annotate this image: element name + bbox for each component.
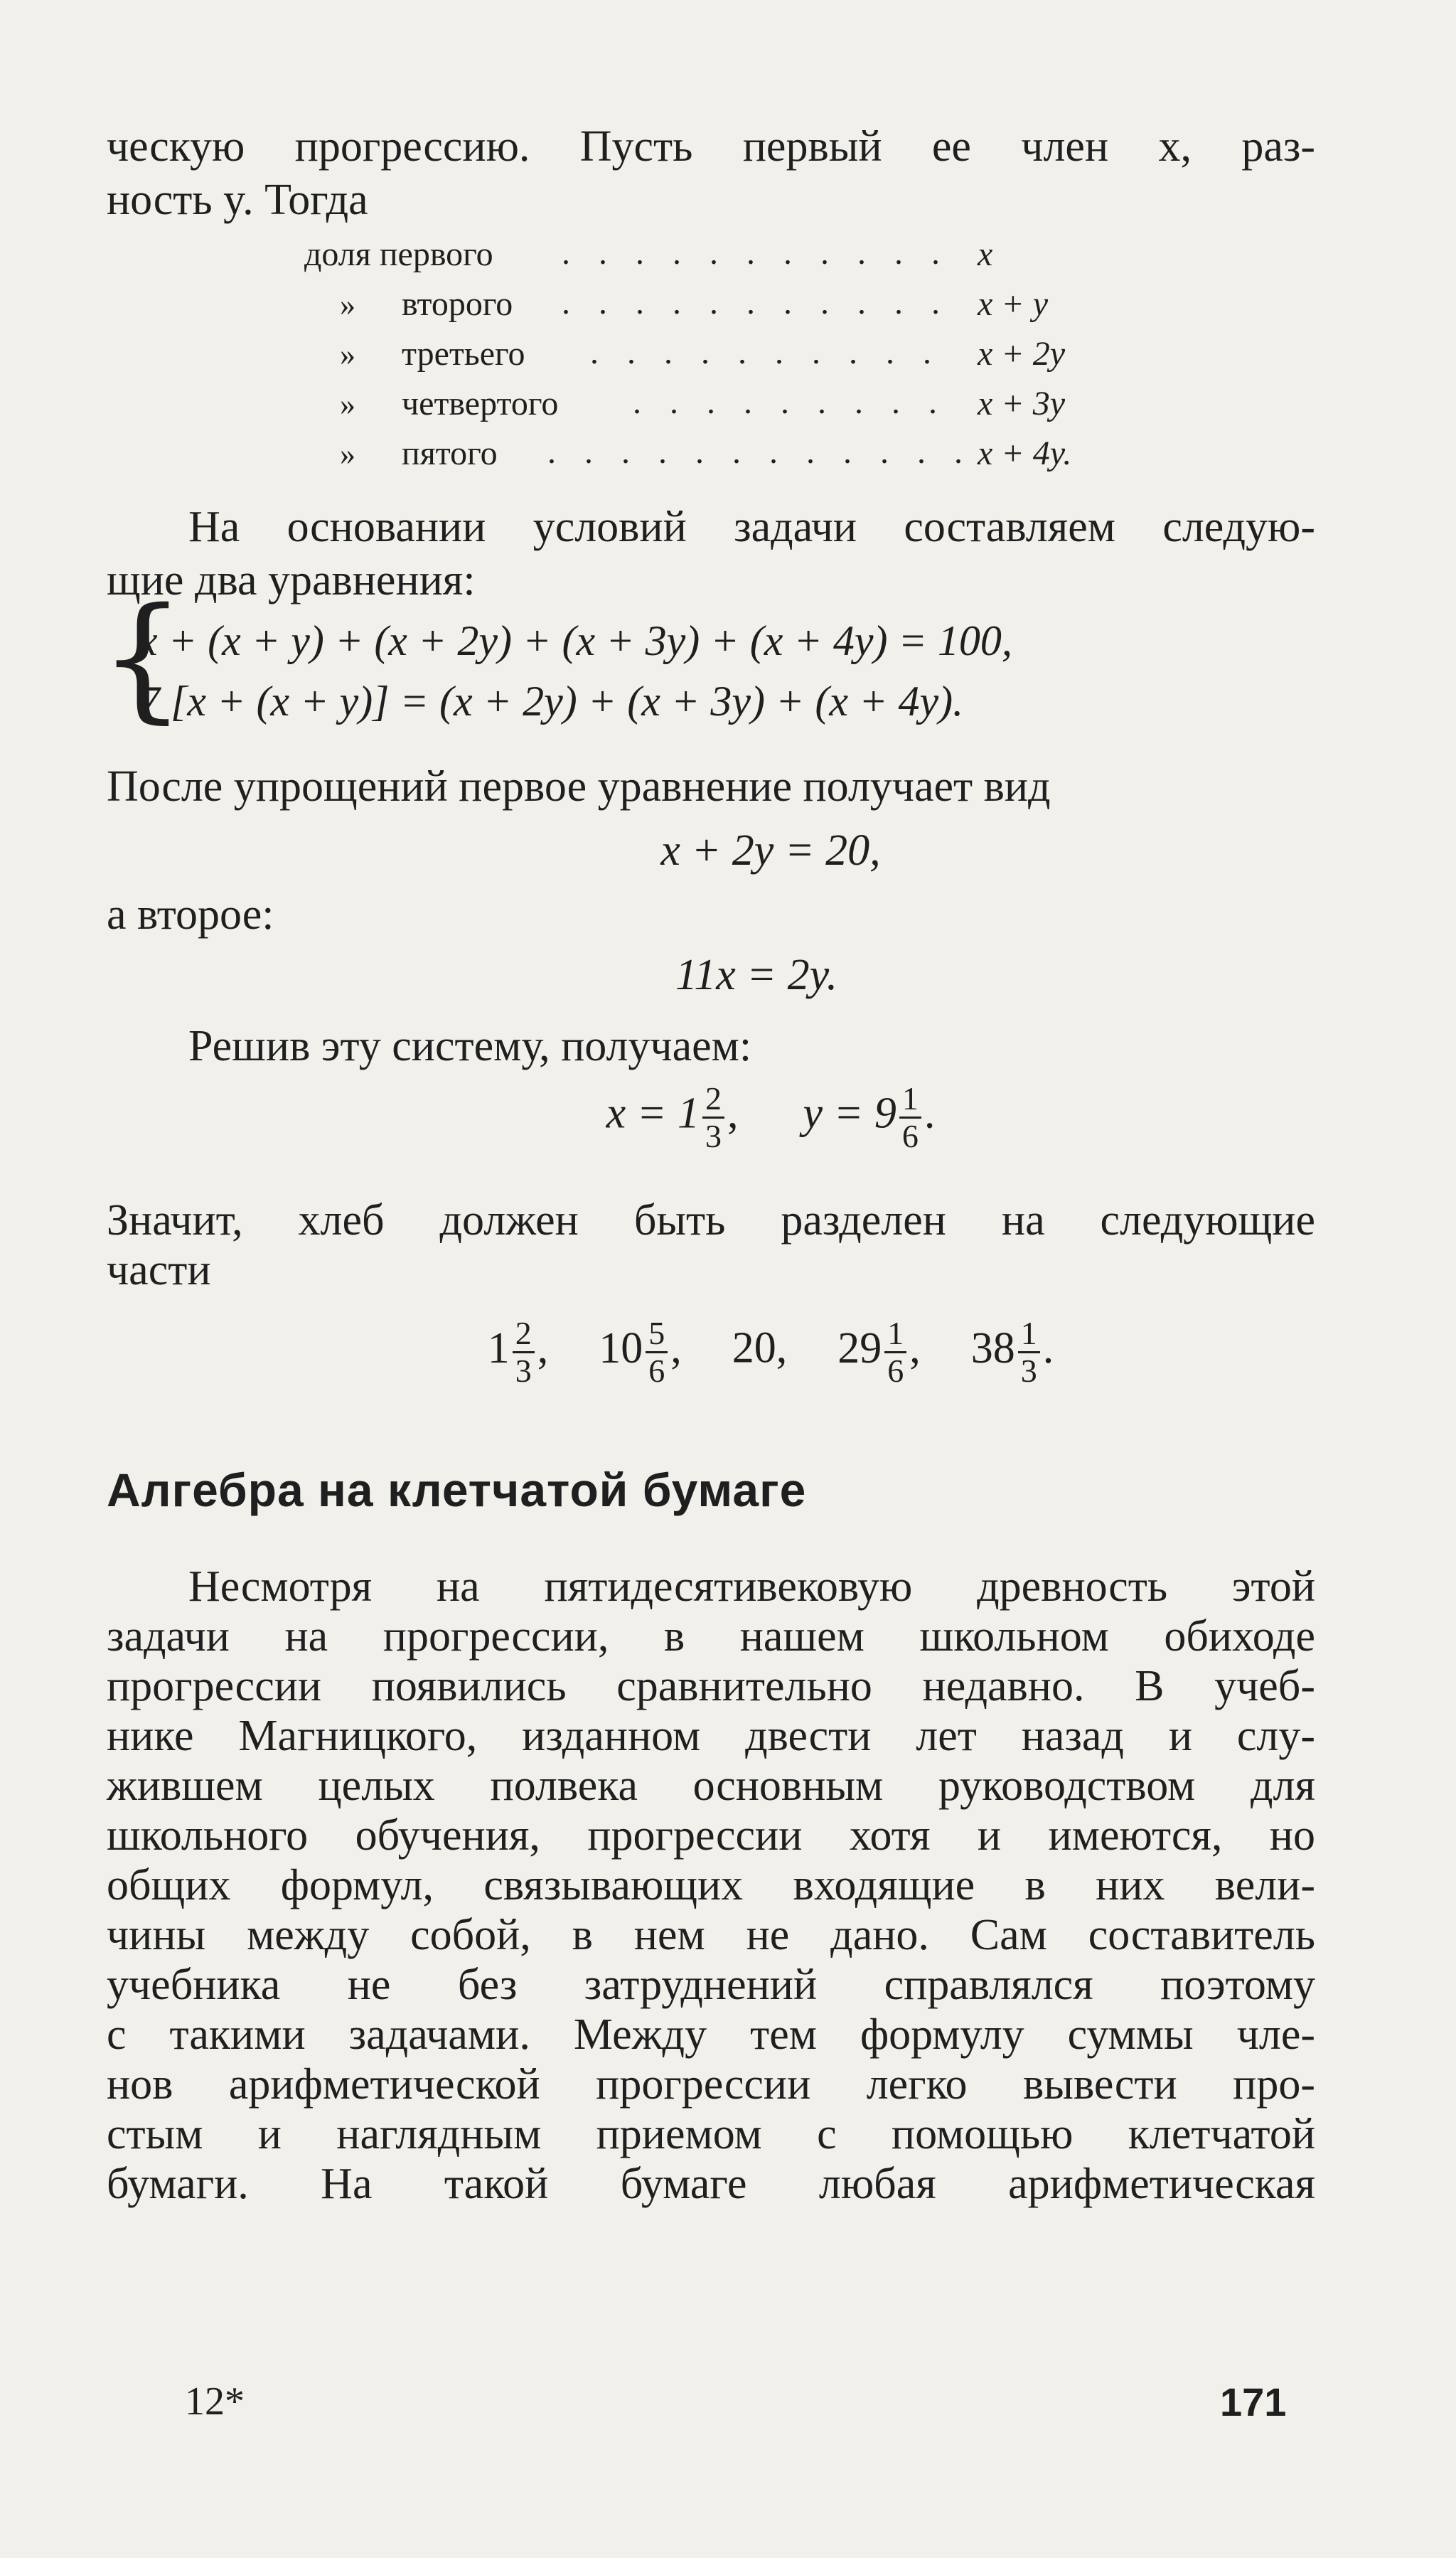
section-line: учебника не без затруднений справлялся поэтому [107,1961,1315,2009]
section-line: задачи на прогрессии, в нашем школьном обиходе [107,1612,1315,1661]
part-value: 38 $\frac{1}{3}$ . [970,1315,1054,1389]
fraction [899,1081,921,1154]
conclusion-line-1: Значит, хлеб должен быть разделен на следующие [107,1196,1315,1245]
solution-y: y = 9 [803,1089,896,1138]
section-line: чины между собой, в нем не дано. Сам составитель [107,1911,1315,1959]
denominator: 6 [901,1118,919,1154]
leader-dots: . . . . . . . . . . [590,334,941,371]
second-equation-label: а второе: [107,890,274,939]
part-value: 10 $\frac{5}{6}$ , [599,1315,682,1389]
part-value: 1 $\frac{2}{3}$ , [487,1315,549,1389]
numerator: 1 [899,1081,921,1119]
share-value: x + y [978,285,1048,323]
section-line: бумаги. На такой бумаге любая арифметическая [107,2160,1315,2208]
share-label: доля первого [304,235,493,273]
share-label: четвертого [402,385,559,422]
section-line: прогрессии появились сравнительно недавно. В учеб- [107,1662,1315,1710]
system-equation-2: 7 [x + (x + y)] = (x + 2y) + (x + 3y) + (x + 4y). [139,678,964,725]
leader-dots: . . . . . . . . . . . [562,284,950,321]
page-number: 171 [1220,2380,1287,2424]
ditto-mark: » [340,387,355,422]
share-label: пятого [402,435,498,472]
terminator: . [924,1089,936,1138]
conditions-line-1: На основании условий задачи составляем следую- [188,503,1315,551]
leader-dots: . . . . . . . . . [633,383,947,421]
part-value: 20, [732,1323,788,1373]
fraction [702,1081,724,1154]
section-heading: Алгебра на клетчатой бумаге [107,1464,807,1516]
denominator: 3 [705,1118,722,1154]
intro-line-2: ность y. Тогда [107,176,368,224]
part-value: 29 $\frac{1}{6}$ , [837,1315,921,1389]
share-value: x [978,235,993,273]
system-equation-1: x + (x + y) + (x + 2y) + (x + 3y) + (x + 4y) = 100, [139,617,1012,664]
section-line: с такими задачами. Между тем формулу суммы чле- [107,2010,1315,2059]
separator: , [727,1089,739,1138]
ditto-mark: » [340,437,355,471]
intro-line-1: ческую прогрессию. Пусть первый ее член x, раз- [107,122,1315,171]
bread-parts [0,1316,1456,1389]
section-line: нике Магницкого, изданном двести лет назад и слу- [107,1712,1315,1760]
share-label: третьего [402,335,525,373]
leader-dots: . . . . . . . . . . . [562,234,950,272]
share-value: x + 2y [978,335,1065,373]
section-line: общих формул, связывающих входящие в них вели- [107,1861,1315,1909]
equation-11x: 11x = 2y. [675,951,838,999]
solve-line: Решив эту систему, получаем: [188,1022,752,1070]
share-value: x + 3y [978,385,1065,422]
solution-x: x = 1 [606,1089,700,1138]
section-line: жившем целых полвека основным руководством для [107,1762,1315,1810]
solution-values [0,1081,1456,1154]
signature-mark: 12* [185,2380,245,2424]
share-label: второго [402,285,513,323]
simplify-line: После упрощений первое уравнение получает вид [107,762,1051,811]
section-line: школьного обучения, прогрессии хотя и имеются, но [107,1811,1315,1860]
leader-dots: . . . . . . . . . . . . [547,433,973,471]
conditions-line-2: щие два уравнения: [107,556,476,604]
conclusion-line-2: части [107,1246,211,1294]
ditto-mark: » [340,287,355,322]
equation-x-plus-2y: x + 2y = 20, [660,826,881,875]
section-line: Несмотря на пятидесятивековую древность этой [188,1562,1315,1611]
section-line: нов арифметической прогрессии легко вывести про- [107,2060,1315,2109]
section-line: стым и наглядным приемом с помощью клетчатой [107,2110,1315,2158]
system-brace: { [100,579,186,736]
numerator: 2 [702,1081,724,1119]
ditto-mark: » [340,337,355,372]
share-value: x + 4y. [978,435,1072,472]
